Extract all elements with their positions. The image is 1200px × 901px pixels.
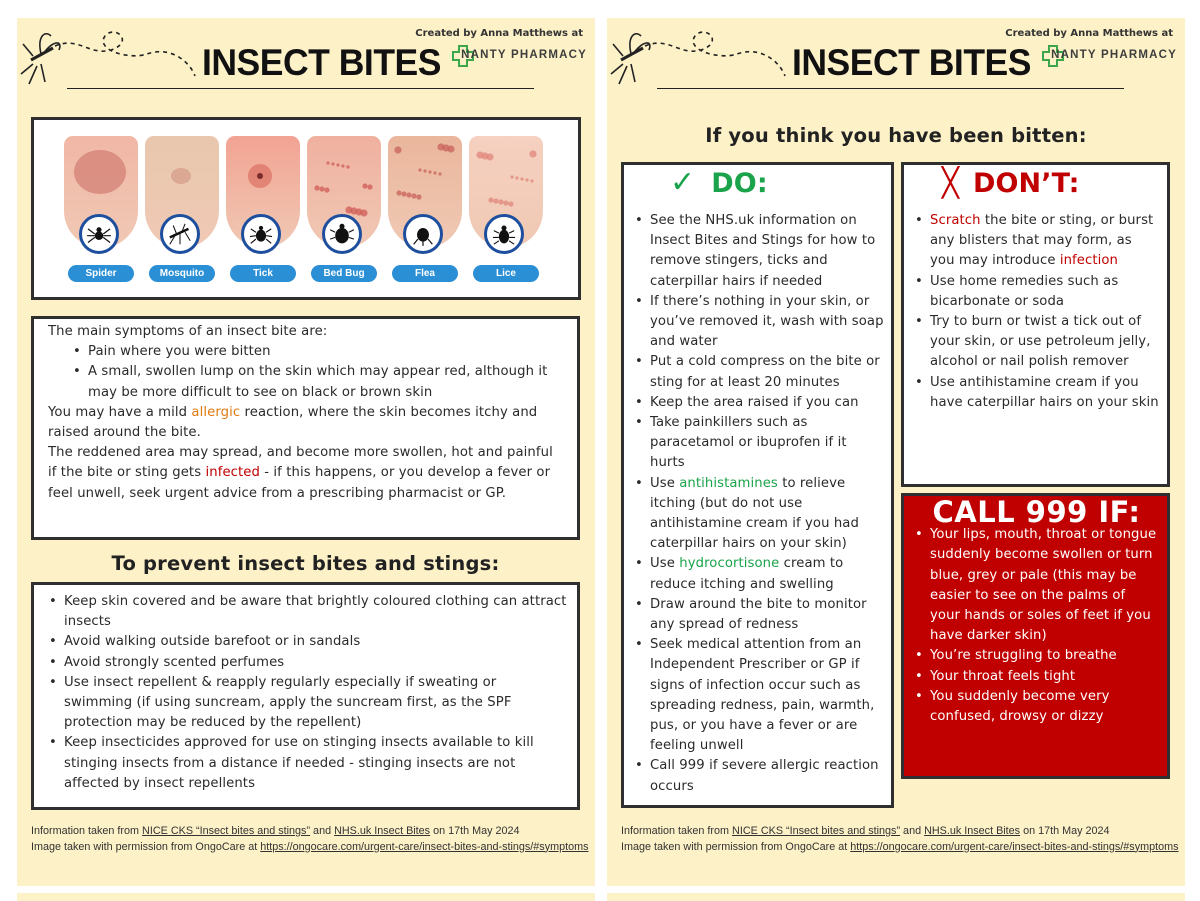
- do-list: [634, 211, 885, 797]
- nhs-insect-bites-link[interactable]: NHS.uk Insect Bites: [924, 825, 1021, 837]
- list-item: • Use antihistamines to relieve itching (but do not use antihistamine cream if you had caterpillar hairs on your skin): [634, 474, 885, 555]
- leaflet-page-advice: [607, 18, 1185, 886]
- list-item: • Use insect repellent & reapply regularly especially if sweating or swimming (if using suncream, apply the suncream first, as the SPF protection may be reduced by the repellent): [48, 673, 567, 734]
- bed-bug-icon: [322, 214, 362, 254]
- bite-label: Spider: [68, 265, 134, 282]
- list-item: • You suddenly become very confused, drowsy or dizzy: [914, 687, 1159, 727]
- allergic-highlight: allergic: [191, 404, 241, 420]
- bite-label: Flea: [392, 265, 458, 282]
- list-item: • Use hydrocortisone cream to reduce itching and swelling: [634, 554, 885, 594]
- flea-icon: [403, 214, 443, 254]
- prevent-heading: To prevent insect bites and stings:: [111, 552, 500, 575]
- do-heading: ✓ DO:: [670, 165, 768, 200]
- list-item: • Put a cold compress on the bite or sting for at least 20 minutes: [634, 352, 885, 392]
- list-item: • Draw around the bite to monitor any spread of redness: [634, 595, 885, 635]
- list-item: • Seek medical attention from an Independent Prescriber or GP if signs of infection occur such as spreading redness, pain, warmth, pus, or you have a fever or are feeling unwell: [634, 635, 885, 756]
- bitten-heading: If you think you have been bitten:: [705, 124, 1087, 147]
- symptoms-box: [31, 316, 580, 540]
- nice-cks-link[interactable]: NICE CKS “Insect bites and stings”: [142, 825, 311, 837]
- list-item: • Take painkillers such as paracetamol or ibuprofen if it hurts: [634, 413, 885, 474]
- ongocare-link[interactable]: https://ongocare.com/urgent-care/insect-bites-and-stings/#symptoms: [260, 840, 589, 853]
- next-page-edge: [17, 893, 595, 901]
- dont-box: [901, 162, 1170, 487]
- insect-bites-image-panel: [31, 117, 581, 300]
- list-item: • Use home remedies such as bicarbonate or soda: [914, 272, 1159, 312]
- next-page-edge: [607, 893, 1185, 901]
- list-item: • Keep insecticides approved for use on stinging insects available to kill stinging insects from a distance if needed - stinging insects are not affected by insect repellents: [48, 733, 567, 794]
- credit-text: Created by Anna Matthews at: [1005, 28, 1173, 39]
- list-item: • Scratch the bite or sting, or burst any blisters that may form, as you may introduce infection: [914, 211, 1159, 272]
- call-999-list: [914, 525, 1159, 727]
- symptoms-list: [72, 342, 565, 403]
- list-item: • Try to burn or twist a tick out of your skin, or use petroleum jelly, alcohol or nail polish remover: [914, 312, 1159, 373]
- dont-heading: ╳ DON’T:: [942, 166, 1080, 199]
- list-item: • A small, swollen lump on the skin which may appear red, although it may be more difficult to see on black or brown skin: [72, 362, 565, 402]
- nice-cks-link[interactable]: NICE CKS “Insect bites and stings”: [732, 825, 901, 837]
- title-underline: [67, 88, 534, 89]
- call-999-heading: CALL 999 IF:: [932, 495, 1141, 529]
- source-citation: Information taken from NICE CKS “Insect bites and stings” and NHS.uk Insect Bites on 17th May 2024 Image taken with permission from OngoCare at https://ongocare.com/urgent-care/insect-bites-and-stings/#symptoms: [621, 825, 1179, 853]
- credit-text: Created by Anna Matthews at: [415, 28, 583, 39]
- brand-name: NANTY PHARMACY: [1051, 49, 1177, 61]
- title-underline: [657, 88, 1124, 89]
- symptoms-intro: The main symptoms of an insect bite are:: [48, 324, 328, 339]
- lice-icon: [484, 214, 524, 254]
- list-item: • Avoid strongly scented perfumes: [48, 653, 567, 673]
- dont-list: [914, 211, 1159, 413]
- cross-mark-icon: ╳: [942, 166, 959, 199]
- source-citation: Information taken from NICE CKS “Insect bites and stings” and NHS.uk Insect Bites on 17th May 2024 Image taken with permission from OngoCare at https://ongocare.com/urgent-care/insect-bites-and-stings/#symptoms: [31, 825, 589, 853]
- list-item: • See the NHS.uk information on Insect Bites and Stings for how to remove stingers, ticks and caterpillar hairs if needed: [634, 211, 885, 292]
- list-item: • Use antihistamine cream if you have caterpillar hairs on your skin: [914, 373, 1159, 413]
- bite-label: Tick: [230, 265, 296, 282]
- spider-icon: [79, 214, 119, 254]
- nhs-insect-bites-link[interactable]: NHS.uk Insect Bites: [334, 825, 431, 837]
- list-item: • You’re struggling to breathe: [914, 646, 1159, 666]
- list-item: • Call 999 if severe allergic reaction occurs: [634, 756, 885, 796]
- infected-highlight: infected: [205, 465, 260, 481]
- list-item: • Avoid walking outside barefoot or in sandals: [48, 632, 567, 652]
- tick-icon: [241, 214, 281, 254]
- list-item: • Keep skin covered and be aware that brightly coloured clothing can attract insects: [48, 592, 567, 632]
- list-item: • Your throat feels tight: [914, 667, 1159, 687]
- prevent-box: [31, 582, 580, 810]
- list-item: • If there’s nothing in your skin, or you’ve removed it, wash with soap and water: [634, 292, 885, 353]
- call-999-box: [901, 493, 1170, 779]
- prevent-list: [48, 592, 567, 794]
- do-box: [621, 162, 894, 808]
- page-title: INSECT BITES: [792, 42, 1031, 83]
- page-title: INSECT BITES: [202, 42, 441, 83]
- infection-paragraph: The reddened area may spread, and become more swollen, hot and painful if the bite or sting gets infected - if this happens, or you develop a fever or feel unwell, seek urgent advice from a prescribing pharmacist or GP.: [48, 445, 553, 501]
- check-mark-icon: ✓: [670, 165, 696, 200]
- leaflet-page-symptoms: [17, 18, 595, 886]
- mosquito-icon: [160, 214, 200, 254]
- list-item: • Keep the area raised if you can: [634, 393, 885, 413]
- brand-name: NANTY PHARMACY: [461, 49, 587, 61]
- ongocare-link[interactable]: https://ongocare.com/urgent-care/insect-bites-and-stings/#symptoms: [850, 840, 1179, 853]
- bite-label: Bed Bug: [311, 265, 377, 282]
- bite-label: Mosquito: [149, 265, 215, 282]
- list-item: • Your lips, mouth, throat or tongue suddenly become swollen or turn blue, grey or pale (this may be easier to see on the palms of your hands or soles of feet if you have darker skin): [914, 525, 1159, 646]
- list-item: • Pain where you were bitten: [72, 342, 565, 362]
- bite-label: Lice: [473, 265, 539, 282]
- allergic-paragraph: You may have a mild allergic reaction, where the skin becomes itchy and raised around the bite.: [48, 404, 538, 441]
